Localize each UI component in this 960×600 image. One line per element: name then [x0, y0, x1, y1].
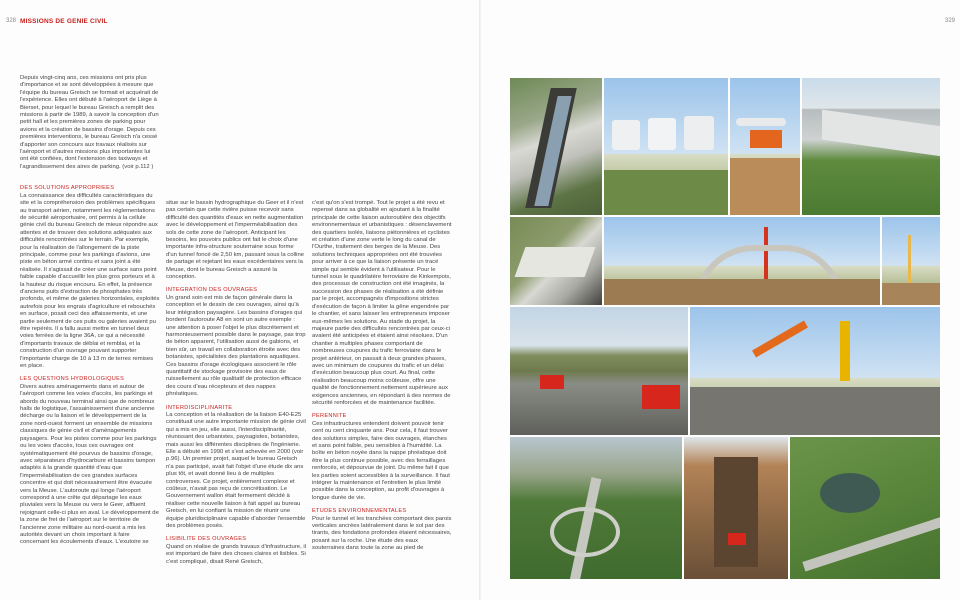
text-column-2 — [166, 200, 306, 572]
heading-perennite: PERENNITE — [312, 413, 347, 420]
heading-hydrologiques: LES QUESTIONS HYDROLOGIQUES — [20, 376, 125, 383]
paragraph-perennite: Ces infrastructures entendent doivent pouvoir tenir cent ou cent cinquante ans. Pour cela, il faut trouver des solutions simples, faire des ouvrages, étanches et sans point faible, peu sensibles à l'humidité. La boîte en béton noyée dans la nappe phréatique doit être la plus continue possible, avec des ferraillages renforcés, et dépourvue de joint. Du même fait il que les parties soient accessibles à la surveillance. Il faut intégrer la maintenance et l'entretien le plus limité possible dans la conception, au profit d'ouvrages à longue durée de vie. — [312, 420, 450, 501]
photo-aircraft-compactor — [730, 78, 800, 215]
photo-tunnel-arch-crane — [604, 217, 880, 305]
heading-integration: INTEGRATION DES OUVRAGES — [166, 287, 258, 294]
page-number-right: 329 — [945, 18, 956, 24]
photo-fuel-tanks-roller — [604, 78, 728, 215]
photo-excavators-site — [690, 307, 940, 435]
paragraph-hydrologiques: Divers autres aménagements dans et autour de l'aéroport comme les voies d'accès, les parkings et abords du nouveau terminal ainsi que de nombreux halls de logistique, l'assainissement d'une ancienne décharge ou la liaison et le développement de la zone nord-ouest forment un ensemble de missions classiques de génie civil et d'aménagements paysagers. Pour les pistes comme pour les parkings ou les voies d'accès, tous ces ouvrages ont systématiquement été pourvus de bassins d'orage, avec séparateurs d'hydrocarbure et bassins tampon adaptés à la grande quantité d'eau que l'imperméabilisation de ces grandes surfaces concentre et qui doit nécessairement être évacuée vers la Meuse. L'autoroute qui longe l'aéroport correspond à une crête qui départage les eaux pluviales vers la Meuse ou vers le Geer, affluent rejoignant celle-ci plus en aval. Le développement de la zone de fret de l'aéroport sur le territoire de l'ancienne zone militaire au nord-ouest a mis les autorités devant un choix important à faire concernant les écoulements d'eaux. L'exutoire se — [20, 383, 159, 546]
heading-interdisciplinarite: INTERDISCIPLINARITE — [166, 404, 233, 411]
photo-culvert-concrete — [510, 217, 602, 305]
paragraph-geer: situe sur le bassin hydrographique du Geer et il n'est pas certain que cette rivière puisse recevoir sans difficulté des quantités d'eaux en nette augmentation avec le développement et l'imperméabilisation des sols de cette zone de l'aéroport. Anticipant les besoins, les pouvoirs publics ont fait le choix d'une importante infra-structure souterraine sous forme d'un tunnel foncé de 2,50 km, passant sous la colline de partage et rejetant les eaux excédentaires vers la Meuse, dont le bureau Greisch a assuré la conception. — [166, 200, 305, 281]
photo-retention-basins-aerial — [790, 437, 940, 579]
photo-airport-apron-aerial — [802, 78, 940, 215]
paragraph-interdisciplinarite: La conception et la réalisation de la liaison E40-E25 constituait une autre importante mission de génie civil qui a mis en jeu, elle aussi, l'interdisciplinarité, réunissant des urbanistes, paysagistes, botanistes, mais aussi les différentes disciplines de l'ingénierie. Elle a débuté en 1990 et s'est achevée en 2000 (voir p.96). Un premier projet, auquel le bureau Greisch n'a pas participé, avait fait l'objet d'une étude dix ans plus tôt, et avait donné lieu à de multiples controverses. Ce projet, entièrement complexe et coûteux, n'avait pas reçu de concrétisation. Le Gouvernement wallon était fermement décidé à réaliser cette nouvelle liaison à fait appel au bureau Greisch, en lui confiant la mission de réunir une équipe pluridisciplinaire capable d'aborder l'ensemble des problèmes posés. — [166, 411, 306, 530]
paragraph-integration: Un grand soin est mis de façon générale dans la conception et le dessin de ces ouvrages, ainsi qu'à leur intégration paysagère. Les bassins d'orages qui bordent l'autoroute A8 en sont un autre exemple : une attention à poser l'objet le plus discrètement et harmonieusement possible dans le paysage, pas trop de béton apparent, l'utilisation aussi de gabions, et bien sûr, un travail en collaboration étroite avec des botanistes, spécialistes des plantations aquatiques. Ces bassins d'orage écologiques associent le rôle quantitatif de stockage provisoire des eaux de ruissellement au rôle qualitatif de protection efficace des cours d'eau récepteurs et des nappes phréatiques. — [166, 294, 306, 398]
text-column-3 — [312, 200, 452, 559]
paragraph-solutions: La connaissance des difficultés caractéristiques du site et la compréhension des problèmes spécifiques au transport aérien, notamment les réglementations de sécurité aéroportuaire, ont permis à la cellule génie civil du bureau Greisch de mieux répondre aux attentes et de trouver des solutions adéquates aux difficultés rencontrées sur le terrain. Par exemple, pour la réalisation de l'allongement de la piste principale, comme pour les parkings d'avions, une piste en béton armé continu et sans joint a été réalisée. Il s'agissait de créer une surface sans point faible capable d'accueillir les plus gros porteurs et à la hauteur du risque encouru. En effet, la présence d'anciens puits d'extraction de phosphates très profonds, et même de galeries horizontales, exploités autrefois pour les engrais d'agriculture et rebouchés en surface, posait ceci des affaissements, et une partie seulement de ces puits ou galeries avaient pu être repérés. Il a fallu aussi mettre en tunnel deux voies ferrées de la ligne 36A, ce qui a nécessité d'importants travaux de déblai et remblai, et la construction d'un ouvrage pouvant supporter l'importante charge de 10 à 13 m de terres remises en place. — [20, 192, 160, 370]
page-gutter — [479, 0, 481, 600]
paragraph-projet: c'est qu'on s'est trompé. Tout le projet a été revu et repensé dans sa globalité en ajoutant à la finalité principale de cette liaison autoroutière des objectifs environnementaux et urbanistiques : désenclavement des quartiers isolés, liaisons piétonnières et cyclistes et création d'une zone verte le long du canal de l'Ourthe, traitement des berges de la Meuse. Des solutions techniques appropriées ont été trouvées pour arriver à ce que la liaison présente un tracé simple qui semble évident à l'utilisateur. Pour le tunnel sous le quadrilatère ferroviaire de Kinkempois, des processus de construction ont été imaginés, la succession des phases de réalisation a été définie par le projet, accompagnés d'impositions strictes d'exécution de façon à limiter la gêne engendrée par le chantier, et sans laisser les entrepreneurs imposer eux-mêmes les solutions. Au stade du projet, la majeure partie des difficultés rencontrées par ceux-ci avaient été anticipées et étaient ainsi résolues. D'un chantier à multiples phases comportant de nombreuses coupures du trafic ferroviaire dans le projet antérieur, on passait à deux grandes phases, avec un minimum de coupures du trafic et un délai d'exécution beaucoup plus court. Au final, cette réalisation beaucoup moins coûteuse, offre une qualité de fonctionnement nettement supérieure aux exigences anciennes, en répondant à des normes de sécurité renforcées et de maintenance facilitée. — [312, 200, 452, 406]
section-title: MISSIONS DE GENIE CIVIL — [20, 18, 108, 25]
photo-road-works-barriers — [510, 307, 688, 435]
photo-trench-excavation — [684, 437, 788, 579]
heading-solutions: DES SOLUTIONS APPROPRIEES — [20, 185, 115, 192]
paragraph-etudes: Pour le tunnel et les tranchées comportant des parois verticales ancrées latéralement dans le sol par des tirants, des fondations profondes étaient nécessaires, posant sur la roche. Une étude des eaux souterraines dans toute la zone au pied de — [312, 515, 452, 552]
text-column-1 — [20, 75, 160, 553]
paragraph-lisibilite: Quand on réalise de grands travaux d'infrastructure, il est important de faire des choses claires et lisibles. Si c'est compliqué, disait René Greisch, — [166, 543, 306, 565]
photo-concrete-channel — [510, 78, 602, 215]
photo-highway-interchange-aerial — [510, 437, 682, 579]
heading-etudes: ETUDES ENVIRONNEMENTALES — [312, 508, 407, 515]
page-number-left: 328 — [6, 18, 17, 24]
heading-lisibilite: LISIBILITE DES OUVRAGES — [166, 536, 247, 543]
intro-paragraph: Depuis vingt-cinq ans, ces missions ont pris plus d'importance et se sont développées à mesure que l'équipe du bureau Greisch se formait et acquérait de l'expérience. Elles ont débuté à l'aéroport de Liège à Bierset, pour lequel le bureau Greisch a remplit des missions à partir de 1989, à savoir la conception d'un petit hall et les premières zones de parking pour avions et la création de bassins d'orage. Depuis ces premières interventions, le bureau Greisch n'a cessé d'apporter son concours aux travaux réalisés sur l'aéroport et d'autres missions plus importantes lui ont été confiées, dont l'extension des taxiways et l'agrandissement des aires de parking. (voir p.112 ) — [20, 75, 159, 170]
photo-surveyor-tripod — [882, 217, 940, 305]
